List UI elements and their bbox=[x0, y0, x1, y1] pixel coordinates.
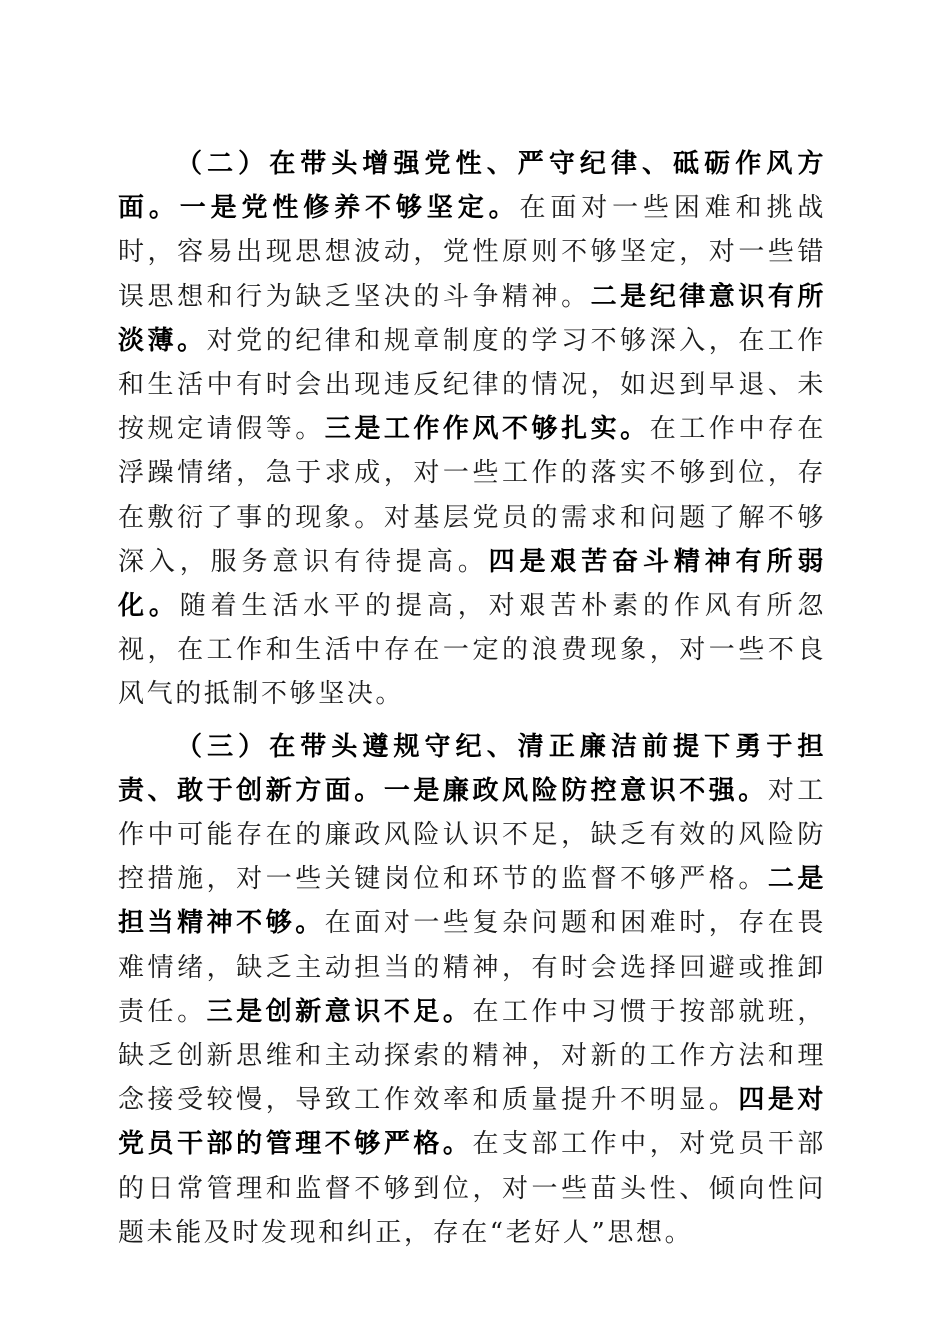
point-heading: 三是创新意识不足。 bbox=[206, 996, 473, 1027]
point-body: 在支部工作中，对党员干部的日常管理和监督不够到位，对一些苗头性、倾向性问题未能及时发现和纠正，存在“老好人”思想。 bbox=[118, 1129, 826, 1248]
point-heading: 一是廉政风险防控意识不强。 bbox=[383, 775, 768, 806]
point-heading: 二是担当精神不够。 bbox=[118, 864, 826, 939]
point-heading: 四是对党员干部的管理不够严格。 bbox=[118, 1085, 826, 1160]
point-body: 对工作中可能存在的廉政风险认识不足，缺乏有效的风险防控措施，对一些关键岗位和环节的监督不够严格。 bbox=[118, 775, 826, 895]
paragraph-section-two bbox=[118, 142, 826, 717]
section-heading: （三）在带头遵规守纪、清正廉洁前提下勇于担责、敢于创新方面。 bbox=[118, 731, 826, 806]
point-body: 在工作中存在浮躁情绪，急于求成，对一些工作的落实不够到位，存在敷衍了事的现象。对基层党员的需求和问题了解不够深入，服务意识有待提高。 bbox=[118, 414, 826, 577]
point-body: 在工作中习惯于按部就班，缺乏创新思维和主动探索的精神，对新的工作方法和理念接受较慢，导致工作效率和质量提升不明显。 bbox=[118, 996, 826, 1116]
point-heading: 一是党性修养不够坚定。 bbox=[179, 193, 520, 224]
point-body: 随着生活水平的提高，对艰苦朴素的作风有所忽视，在工作和生活中存在一定的浪费现象，对一些不良风气的抵制不够坚决。 bbox=[118, 591, 826, 710]
point-heading: 三是工作作风不够扎实。 bbox=[324, 414, 650, 445]
point-body: 在面对一些困难和挑战时，容易出现思想波动，党性原则不够坚定，对一些错误思想和行为缺乏坚决的斗争精神。 bbox=[118, 193, 826, 312]
point-body: 在面对一些复杂问题和困难时，存在畏难情绪，缺乏主动担当的精神，有时会选择回避或推卸责任。 bbox=[118, 908, 827, 1027]
section-heading: （二）在带头增强党性、严守纪律、砥砺作风方面。 bbox=[118, 149, 826, 224]
paragraph-section-three bbox=[118, 725, 826, 1255]
point-body: 对党的纪律和规章制度的学习不够深入，在工作和生活中有时会出现违反纪律的情况，如迟到早退、未按规定请假等。 bbox=[118, 325, 826, 445]
point-heading: 二是纪律意识有所淡薄。 bbox=[118, 281, 826, 356]
point-heading: 四是艰苦奋斗精神有所弱化。 bbox=[118, 546, 826, 622]
document-body bbox=[118, 142, 826, 1263]
